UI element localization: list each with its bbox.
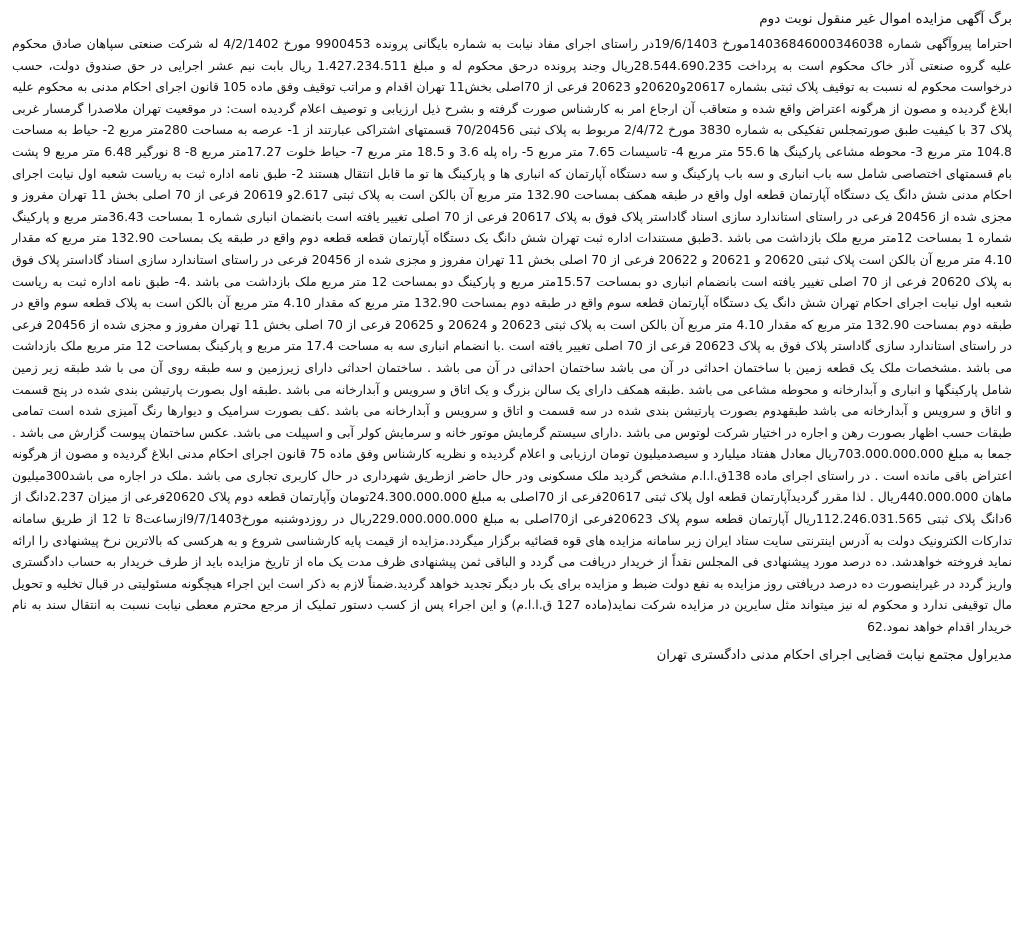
notice-title: برگ آگهی مزایده اموال غیر منقول نوبت دوم: [759, 11, 1012, 27]
notice-body: احتراما پیروآگهی شماره 14036846000346038مورخ 19/6/1403در راستای اجرای مفاد نیابت به شماره بایگانی پرونده 9900453 مورخ 4/2/1402 له شرکت صنعتی سپاهان صادق محکوم علیه گروه صنعتی آذر خاک محکوم است به پرداخت 28.544.690.235ریال وجند پرونده درحق محکوم له و مبلغ 1.427.234.511 ریال بابت نیم عشر اجرایی در حق صندوق دولت، حسب درخواست محکوم له نسبت به توقیف پلاک ثبتی بشماره 20617و20620و 20623 فرعی از 70اصلی بخش11 تهران اقدام و مراتب توقیف وفق ماده 105 قانون اجرای احکام مدنی به محکوم علیه ابلاغ گردیده و مصون از هرگونه اعتراض واقع شده و متعاقب آن ارجاع امر به کارشناس صورت گرفته و بشرح ذیل ارزیابی و توصیف اعلام گردیده است: در موقعیت تهران ملاصدرا گرمسار غربی پلاک 37 با کیفیت طبق صورتمجلس تفکیکی به شماره 3830 مورخ 2/4/72 مربوط به پلاک ثبتی 70/20456 قسمتهای اشتراکی عبارتند از 1- عرصه به مساحت 280متر مربع 2- حیاط به مساحت 104.8 متر مربع 3- محوطه مشاعی پارکینگ ها 55.6 متر مربع 4- تاسیسات 7.65 متر مربع 5- راه پله 3.6 و 18.5 متر مربع 7- حیاط خلوت 17.27متر مربع 8- 8 نورگیر 6.48 متر مربع 9 پشت بام قسمتهای اختصاصی شامل سه باب انباری و سه باب پارکینگ و سه دستگاه آپارتمان که انباری ها و پارکینگ ها تو ما قابل انتقال هستند 2- طبق نامه اداره ثبت به ریاست شعبه اول نیابت اجرای احکام مدنی شش دانگ یک دستگاه آپارتمان قطعه اول واقع در طبقه همکف بمساحت 132.90 متر مربع آن بالکن است به پلاک ثبتی 2.617و 20619 فرعی از 70 اصلی بخش 11 تهران مفروز و مجزی شده از 20456 فرعی در راستای استاندارد سازی اسناد گاداستر پلاک فوق به پلاک 20617 فرعی از 70 اصلی تغییر یافته است بانضمان انباری شماره 1 بمساحت 36.43متر مربع و پارکینگ شماره 1 بمساحت 12متر مربع ملک بازداشت می باشد .3طبق مستندات اداره ثبت تهران شش دانگ یک دستگاه آپارتمان قطعه قطعه دوم واقع در طبقه یک بمساحت 132.90 متر مربع که مقدار 4.10 متر مربع آن بالکن است پلاک ثبتی 20620 و 20621 و 20622 فرعی از 70 اصلی بخش 11 تهران مفروز و مجزی شده از 20456 فرعی در راستای استاندارد سازی اسناد گاداستر پلاک فوق به پلاک 20620 فرعی از 70 اصلی تغییر یافته است بانضمام انباری دو بمساحت 15.57متر مربع و پارکینگ دو بمساحت 12 متر مربع ملک بازداشت می باشد .4- طبق نامه اداره ثبت به ریاست شعبه اول نیابت اجرای احکام تهران شش دانگ یک دستگاه آپارتمان قطعه سوم واقع در طبقه دوم بمساحت 132.90 متر مربع که مقدار 4.10 متر مربع آن بالکن است به پلاک قطعه سوم واقع در طبقه دوم بمساحت 132.90 متر مربع که مقدار 4.10 متر مربع آن بالکن است به پلاک ثبتی 20623 و 20624 و 20625 فرعی از 70 اصلی بخش 11 تهران مفروز و مجزی شده از 20456 فرعی در راستای استاندارد سازی گاداستر پلاک فوق به پلاک 20623 فرعی از 70 اصلی تغییر یافته است .با انضمام انباری سه به مساحت 17.4 متر مربع و پارکینگ بمساحت 12 متر مربع ملک بازداشت می باشد .مشخصات ملک یک قطعه زمین با ساختمان احداثی در آن می باشد ساختمان احداثی در آن می باشد . ساختمان احداثی دارای زیرزمین و سه طبقه روی آن می با شد طبقه زیر زمین شامل پارکینگها و انباری و آبدارخانه و محوطه مشاعی می باشد .طبقه همکف دارای یک سالن بزرگ و یک اتاق و سرویس و آبدارخانه می باشد .طبقه اول بصورت پارتیشن بندی شده در پنج قسمت و اتاق و سرویس و آبدارخانه می باشد طبقهدوم بصورت پارتیشن بندی شده در سه قسمت و اتاق و سرویس و آبدارخانه می باشد .کف بصورت سرامیک و دیوارها رنگ آمیزی شده است تمامی طبقات حسب اظهار بصورت رهن و اجاره در اختیار شرکت لوتوس می باشد .دارای سیستم گرمایش موتور خانه و سرمایش کولر آبی و اسپیلت می باشد. عکس ساختمان پیوست گزارش می باشد . جمعا به مبلغ 703.000.000.000ریال معادل هفتاد میلیارد و سیصدمیلیون تومان ارزیابی و اعلام گردیده و نظریه کارشناس وفق ماده 75 قانون اجرای احکام مدنی ابلاغ گردیده و مصون از هرگونه اعتراض باقی مانده است . در راستای اجرای ماده 138ق.ا.ا.م مشخص گردید ملک مسکونی ودر حال حاضر ازطریق شهرداری در حال کاربری تجاری می باشد .ملک در اجاره می باشد300میلیون ماهان 440.000.000ریال . لذا مقرر گردیدآپارتمان قطعه اول پلاک ثبتی 20617فرعی از 70اصلی به مبلغ 24.300.000.000تومان وآپارتمان قطعه دوم پلاک 20620فرعی از میزان 2.237دانگ از 6دانگ پلاک ثبتی 112.246.031.565ریال آپارتمان قطعه سوم پلاک 20623فرعی از70اصلی به مبلغ 229.000.000.000ریال در روزدوشنبه مورخ9/7/1403ازساعت8 تا 12 از طریق سامانه تدارکات الکترونیک دولت به آدرس اینترنتی سایت ستاد ایران زیر سامانه مزایده های قوه قضائیه برگزار میگردد.مزایده از قیمت پایه کارشناسی شروع و به هرکسی که بالاترین نرخ پیشنهادی را ارائه نماید فروخته خواهدشد. ده درصد مورد پیشنهادی فی المجلس نقداً از خریدار دریافت می گردد و الباقی ثمن پیشنهادی ظرف مدت یک ماه از تاریخ مزایده باید از طرف خریدار به حساب دادگستری واریز گردد در غیراینصورت ده درصد دریافتی روز مزایده به نفع دولت ضبط و مزایده برای یک بار دیگر تجدید خواهد گردید.ضمناً لازم به ذکر است این اجراء هیچگونه مسئولیتی در قبال تخلیه و تحویل مال توقیفی ندارد و محکوم له نیز میتواند مثل سایرین در مزایده شرکت نماید(ماده 127 ق.ا.ا.م) و این اجراء پس از کسب دستور تملیک از مرجع محترم معطی نیابت نسبت به انتقال سند به نام خریدار اقدام خواهد نمود.62: [12, 37, 1013, 635]
notice-signature: مدیراول مجتمع نیابت قضایی اجرای احکام مدنی دادگستری تهران: [656, 647, 1012, 663]
